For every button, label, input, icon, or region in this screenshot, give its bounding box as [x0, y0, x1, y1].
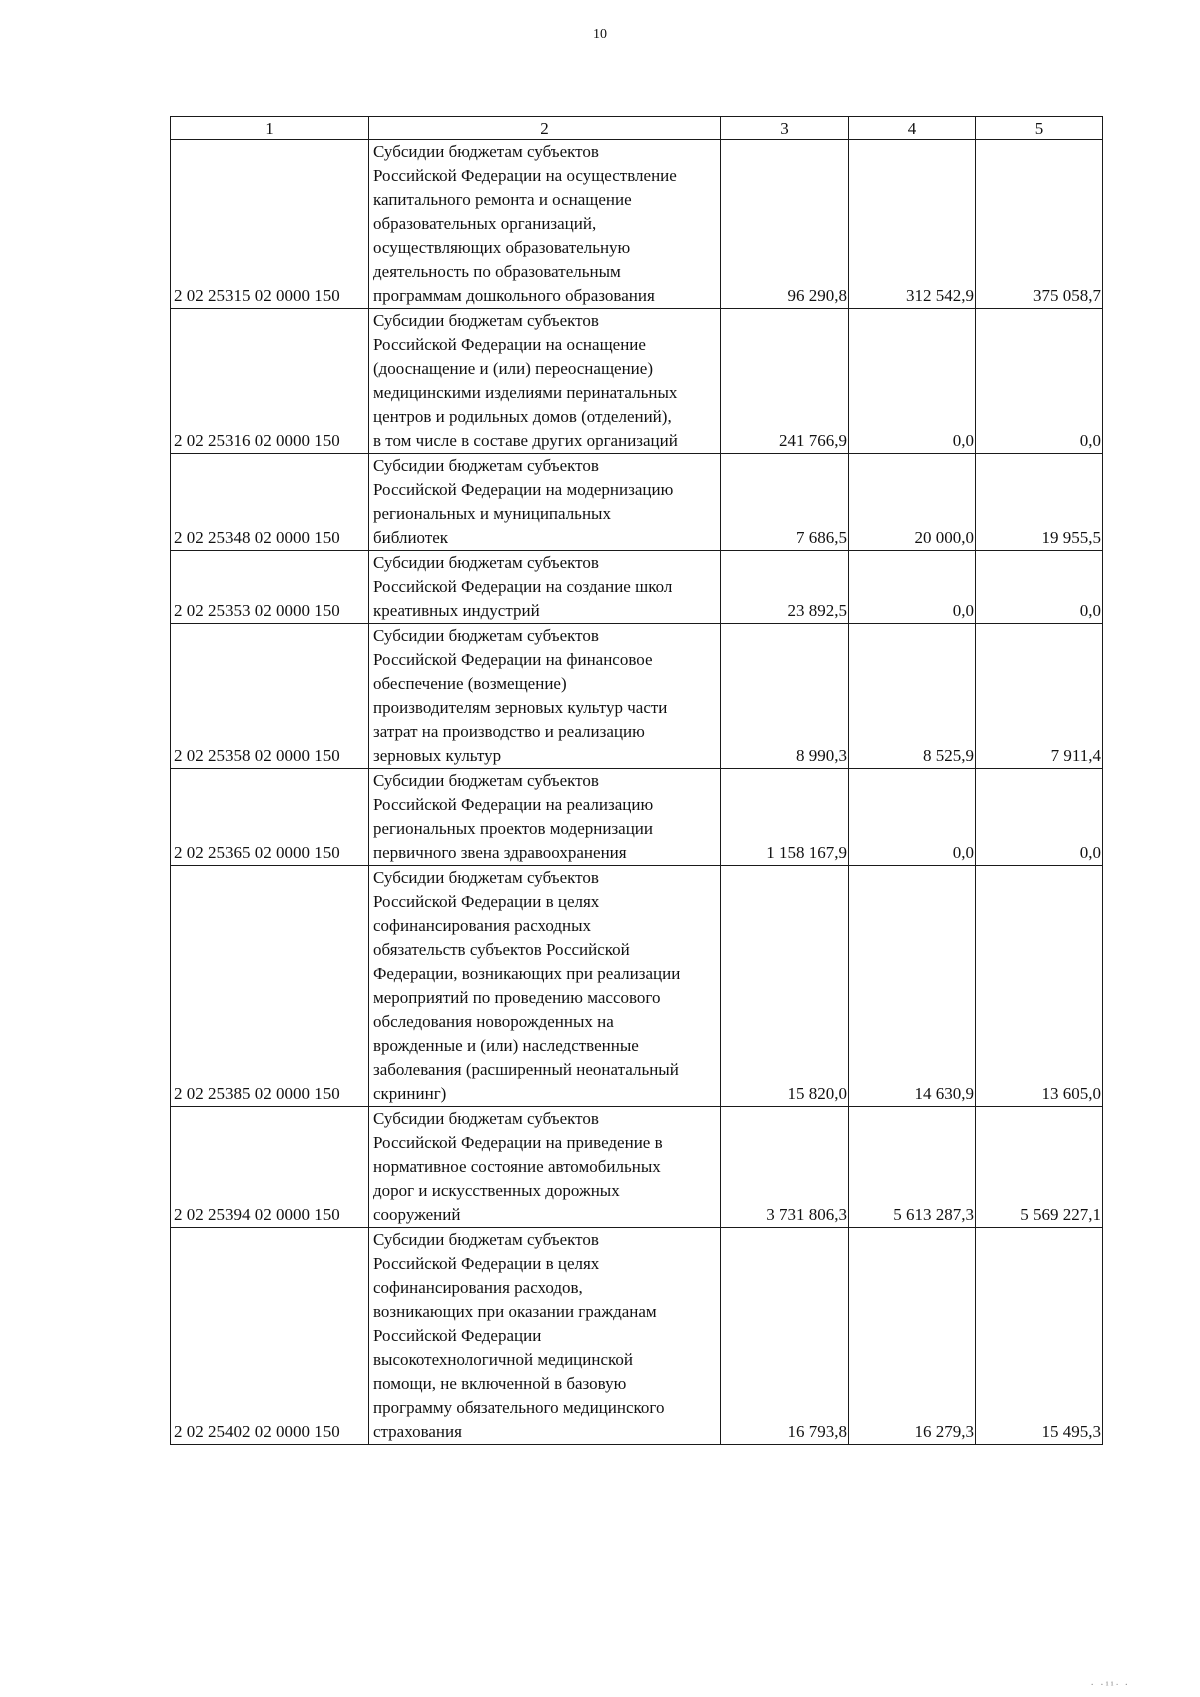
table-row — [171, 1107, 1103, 1228]
column-header-1: 1 — [171, 117, 369, 140]
subsidy-description: Субсидии бюджетам субъектов Российской Федерации на модернизацию региональных и муниципальных библиотек — [369, 454, 721, 551]
budget-code: 2 02 25402 02 0000 150 — [171, 1228, 369, 1445]
amount-col4: 0,0 — [849, 769, 976, 866]
amount-col4: 0,0 — [849, 551, 976, 624]
subsidy-description: Субсидии бюджетам субъектов Российской Федерации на оснащение (дооснащение и (или) переоснащение) медицинскими изделиями перинатальных центров и родильных домов (отделений), в том числе в составе других организаций — [369, 309, 721, 454]
subsidy-description: Субсидии бюджетам субъектов Российской Федерации в целях софинансирования расходных обязательств субъектов Российской Федерации, возникающих при реализации мероприятий по проведению массового обследования новорожденных на врожденные и (или) наследственные заболевания (расширенный неонатальный скрининг) — [369, 866, 721, 1107]
budget-code: 2 02 25365 02 0000 150 — [171, 769, 369, 866]
table-row — [171, 624, 1103, 769]
amount-col4: 14 630,9 — [849, 866, 976, 1107]
budget-code: 2 02 25358 02 0000 150 — [171, 624, 369, 769]
amount-col5: 0,0 — [976, 769, 1103, 866]
table-row — [171, 309, 1103, 454]
amount-col3: 96 290,8 — [721, 140, 849, 309]
amount-col4: 0,0 — [849, 309, 976, 454]
amount-col5: 5 569 227,1 — [976, 1107, 1103, 1228]
subsidy-description: Субсидии бюджетам субъектов Российской Федерации на приведение в нормативное состояние автомобильных дорог и искусственных дорожных сооружений — [369, 1107, 721, 1228]
amount-col5: 19 955,5 — [976, 454, 1103, 551]
amount-col3: 8 990,3 — [721, 624, 849, 769]
budget-code: 2 02 25385 02 0000 150 — [171, 866, 369, 1107]
amount-col5: 0,0 — [976, 309, 1103, 454]
budget-code: 2 02 25316 02 0000 150 — [171, 309, 369, 454]
amount-col4: 312 542,9 — [849, 140, 976, 309]
table-row — [171, 454, 1103, 551]
amount-col5: 15 495,3 — [976, 1228, 1103, 1445]
amount-col3: 16 793,8 — [721, 1228, 849, 1445]
subsidy-description: Субсидии бюджетам субъектов Российской Федерации на создание школ креативных индустрий — [369, 551, 721, 624]
subsidy-description: Субсидии бюджетам субъектов Российской Федерации на осуществление капитального ремонта и оснащение образовательных организаций, осуществляющих образовательную деятельность по образовательным программам дошкольного образования — [369, 140, 721, 309]
table-row — [171, 866, 1103, 1107]
amount-col3: 23 892,5 — [721, 551, 849, 624]
amount-col5: 7 911,4 — [976, 624, 1103, 769]
budget-code: 2 02 25348 02 0000 150 — [171, 454, 369, 551]
table-row — [171, 551, 1103, 624]
table-row — [171, 140, 1103, 309]
amount-col3: 7 686,5 — [721, 454, 849, 551]
table-row — [171, 1228, 1103, 1445]
column-header-3: 3 — [721, 117, 849, 140]
amount-col4: 16 279,3 — [849, 1228, 976, 1445]
amount-col3: 15 820,0 — [721, 866, 849, 1107]
amount-col4: 5 613 287,3 — [849, 1107, 976, 1228]
scan-artifact-mark: · ·¹¹ᐧ · — [1090, 1680, 1130, 1691]
budget-code: 2 02 25353 02 0000 150 — [171, 551, 369, 624]
table-header-row — [171, 117, 1103, 140]
amount-col3: 3 731 806,3 — [721, 1107, 849, 1228]
column-header-5: 5 — [976, 117, 1103, 140]
amount-col5: 0,0 — [976, 551, 1103, 624]
amount-col5: 13 605,0 — [976, 866, 1103, 1107]
subsidy-description: Субсидии бюджетам субъектов Российской Федерации на финансовое обеспечение (возмещение) производителям зерновых культур части затрат на производство и реализацию зерновых культур — [369, 624, 721, 769]
amount-col3: 241 766,9 — [721, 309, 849, 454]
budget-code: 2 02 25394 02 0000 150 — [171, 1107, 369, 1228]
budget-code: 2 02 25315 02 0000 150 — [171, 140, 369, 309]
page-number: 10 — [593, 27, 607, 42]
amount-col4: 20 000,0 — [849, 454, 976, 551]
column-header-2: 2 — [369, 117, 721, 140]
column-header-4: 4 — [849, 117, 976, 140]
subsidy-description: Субсидии бюджетам субъектов Российской Федерации на реализацию региональных проектов модернизации первичного звена здравоохранения — [369, 769, 721, 866]
subsidy-description: Субсидии бюджетам субъектов Российской Федерации в целях софинансирования расходов, возникающих при оказании гражданам Российской Федерации высокотехнологичной медицинской помощи, не включенной в базовую программу обязательного медицинского страхования — [369, 1228, 721, 1445]
table-row — [171, 769, 1103, 866]
amount-col3: 1 158 167,9 — [721, 769, 849, 866]
budget-table — [170, 116, 1103, 1445]
amount-col4: 8 525,9 — [849, 624, 976, 769]
amount-col5: 375 058,7 — [976, 140, 1103, 309]
